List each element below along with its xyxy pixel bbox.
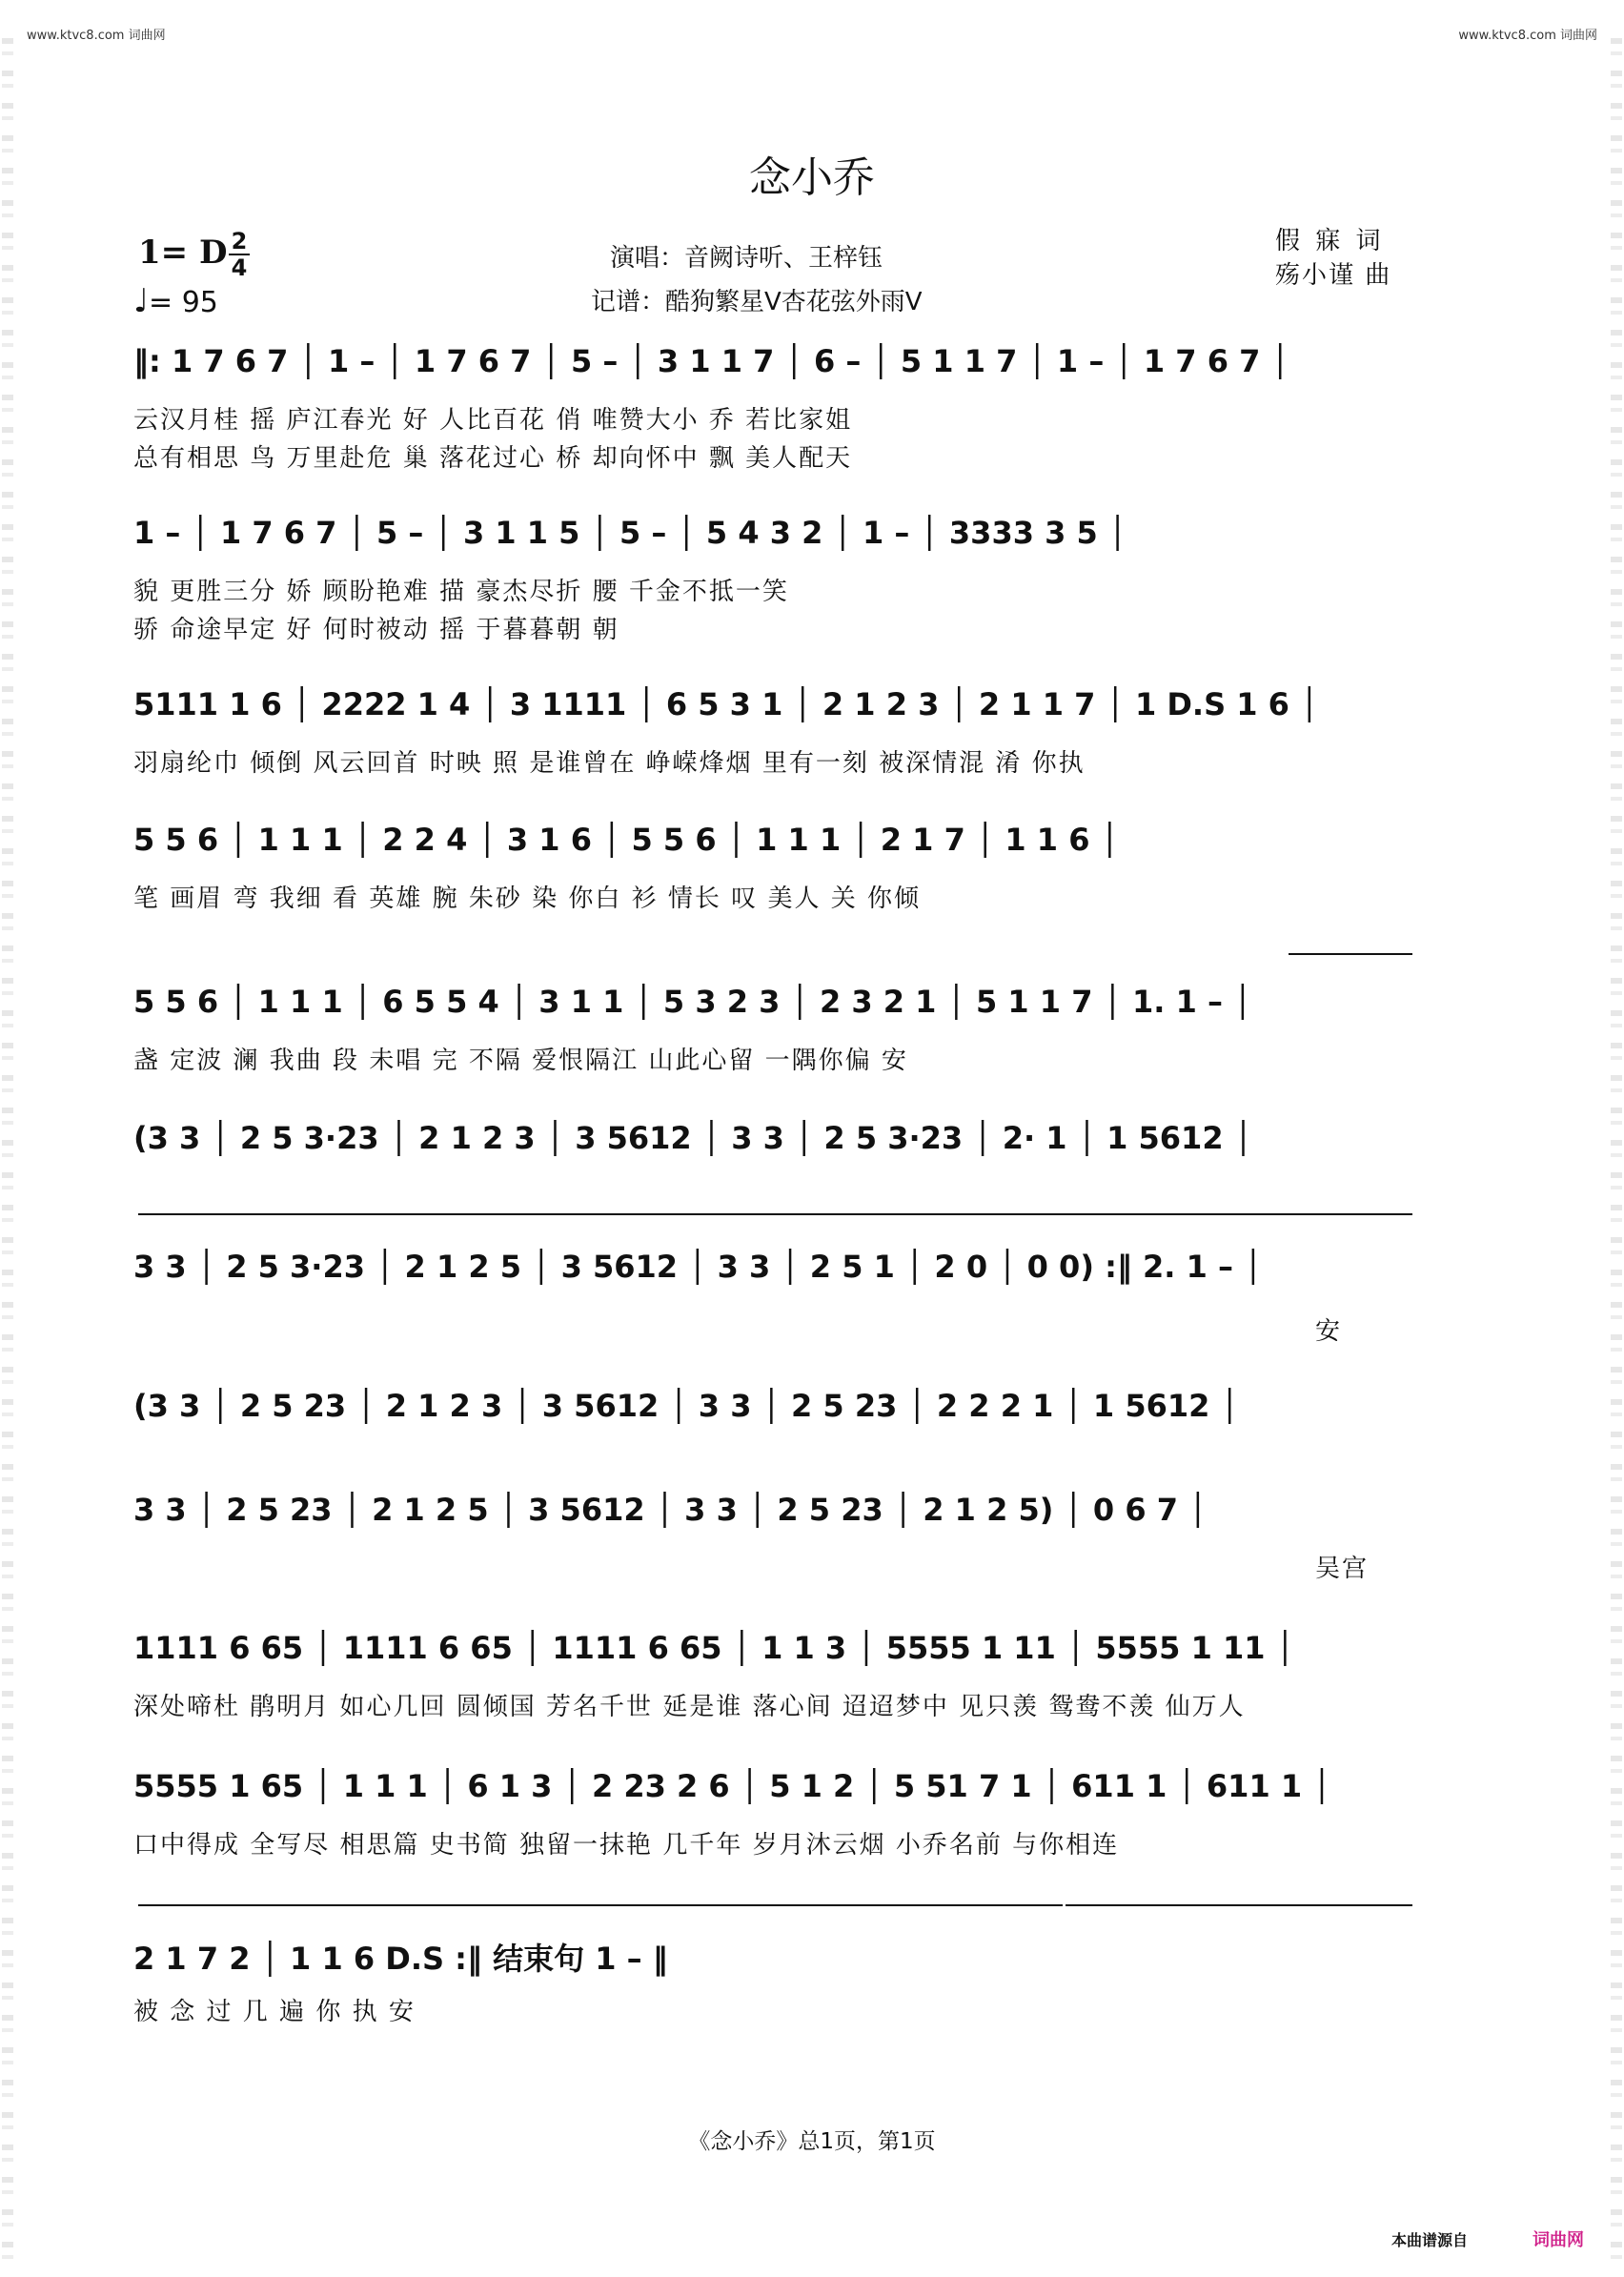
volta-1-line [1289,953,1412,955]
coda-span-line [138,1904,1063,1906]
row-5-lyrics: 盏 定波 澜 我曲 段 未唱 完 不隔 爱恨隔江 山此心留 一隅你偏 安 [133,1047,908,1075]
row-10-lyrics: 深处啼杜 鹃明月 如心几回 圆倾国 芳名千世 延是谁 落心间 迢迢梦中 见只羡 鸳鸯不羡 仙万人 [133,1693,1246,1721]
row-1-notes: ‖: 1 7 6 7 │ 1 – │ 1 7 6 7 │ 5 – │ 3 1 1 7 │ 6 – │ 5 1 1 7 │ 1 – │ 1 7 6 7 │ [133,343,1289,379]
right-watermark-strip [1611,38,1622,2259]
row-6-notes: (3 3 │ 2 5 3·23 │ 2 1 2 3 │ 3 5612 │ 3 3 │ 2 5 3·23 │ 2· 1 │ 1 5612 │ [133,1120,1252,1156]
row-2-lyrics-verse-1: 貌 更胜三分 娇 顾盼艳难 描 豪杰尽折 腰 千金不抵一笑 [133,578,789,606]
brand-logo[interactable]: 词曲网 [1533,2230,1584,2250]
row-1-lyrics-verse-2: 总有相思 鸟 万里赴危 巢 落花过心 桥 却向怀中 飘 美人配天 [133,444,853,473]
source-label: 本曲谱源自 [1391,2231,1469,2249]
time-signature-numerator: 2 [231,228,248,254]
row-9-notes: 3 3 │ 2 5 23 │ 2 1 2 5 │ 3 5612 │ 3 3 │ 2 5 23 │ 2 1 2 5) │ 0 6 7 │ [133,1492,1208,1528]
key-signature: 1= D [138,234,228,272]
row-1-lyrics-verse-1: 云汉月桂 摇 庐江春光 好 人比百花 俏 唯赞大小 乔 若比家姐 [133,406,853,435]
time-signature [229,229,250,280]
row-7-lyrics: 安 [1315,1317,1343,1346]
lyricist: 假 寐 词 [1275,227,1385,255]
left-watermark-strip [2,38,13,2259]
song-title: 念小乔 [749,153,875,202]
row-5-notes: 5 5 6 │ 1 1 1 │ 6 5 5 4 │ 3 1 1 │ 5 3 2 3 │ 2 3 2 1 │ 5 1 1 7 │ 1. 1 – │ [133,984,1252,1020]
tempo [133,282,218,320]
quarter-note-icon: ♩ [133,282,150,320]
site-header-right[interactable]: www.ktvc8.com 词曲网 [1458,29,1597,43]
row-7-notes: 3 3 │ 2 5 3·23 │ 2 1 2 5 │ 3 5612 │ 3 3 │ 2 5 1 │ 2 0 │ 0 0) :‖ 2. 1 – │ [133,1249,1263,1285]
row-11-lyrics: 口中得成 全写尽 相思篇 史书简 独留一抹艳 几千年 岁月沐云烟 小乔名前 与你相连 [133,1831,1120,1860]
composer: 殇小谨 曲 [1275,261,1392,290]
performer: 演唱：音阙诗听、王梓钰 [610,244,883,273]
row-10-notes: 1111 6 65 │ 1111 6 65 │ 1111 6 65 │ 1 1 3 │ 5555 1 11 │ 5555 1 11 │ [133,1630,1294,1666]
row-8-notes: (3 3 │ 2 5 23 │ 2 1 2 3 │ 3 5612 │ 3 3 │ 2 5 23 │ 2 2 2 1 │ 1 5612 │ [133,1388,1239,1424]
row-12-lyrics: 被 念 过 几 遍 你 执 安 [133,1998,416,2026]
transcriber: 记谱：酷狗繁星V杏花弦外雨V [591,288,923,316]
row-2-notes: 1 – │ 1 7 6 7 │ 5 – │ 3 1 1 5 │ 5 – │ 5 4 3 2 │ 1 – │ 3333 3 5 │ [133,515,1127,551]
repeat-span-line [138,1213,1412,1215]
site-header-left[interactable]: www.ktvc8.com 词曲网 [27,29,166,43]
row-12-notes: 2 1 7 2 │ 1 1 6 D.S :‖ 结束句 1 – ‖ [133,1941,668,1977]
row-4-notes: 5 5 6 │ 1 1 1 │ 2 2 4 │ 3 1 6 │ 5 5 6 │ 1 1 1 │ 2 1 7 │ 1 1 6 │ [133,822,1119,858]
time-signature-denominator: 4 [231,254,248,281]
row-9-lyrics: 吴宫 [1315,1555,1370,1583]
row-4-lyrics: 笔 画眉 弯 我细 看 英雄 腕 朱砂 染 你白 衫 情长 叹 美人 关 你倾 [133,884,921,913]
page-footer: 《念小乔》总1页，第1页 [688,2129,936,2154]
row-3-lyrics: 羽扇纶巾 倾倒 风云回首 时映 照 是谁曾在 峥嵘烽烟 里有一刻 被深情混 淆 你执 [133,749,1086,778]
row-2-lyrics-verse-2: 骄 命途早定 好 何时被动 摇 于暮暮朝 朝 [133,616,619,644]
ending-span-line [1066,1904,1412,1906]
row-3-notes: 5111 1 6 │ 2222 1 4 │ 3 1111 │ 6 5 3 1 │ 2 1 2 3 │ 2 1 1 7 │ 1 D.S 1 6 │ [133,686,1319,722]
tempo-value: = 95 [149,286,218,319]
row-11-notes: 5555 1 65 │ 1 1 1 │ 6 1 3 │ 2 23 2 6 │ 5 1 2 │ 5 51 7 1 │ 611 1 │ 611 1 │ [133,1768,1331,1804]
